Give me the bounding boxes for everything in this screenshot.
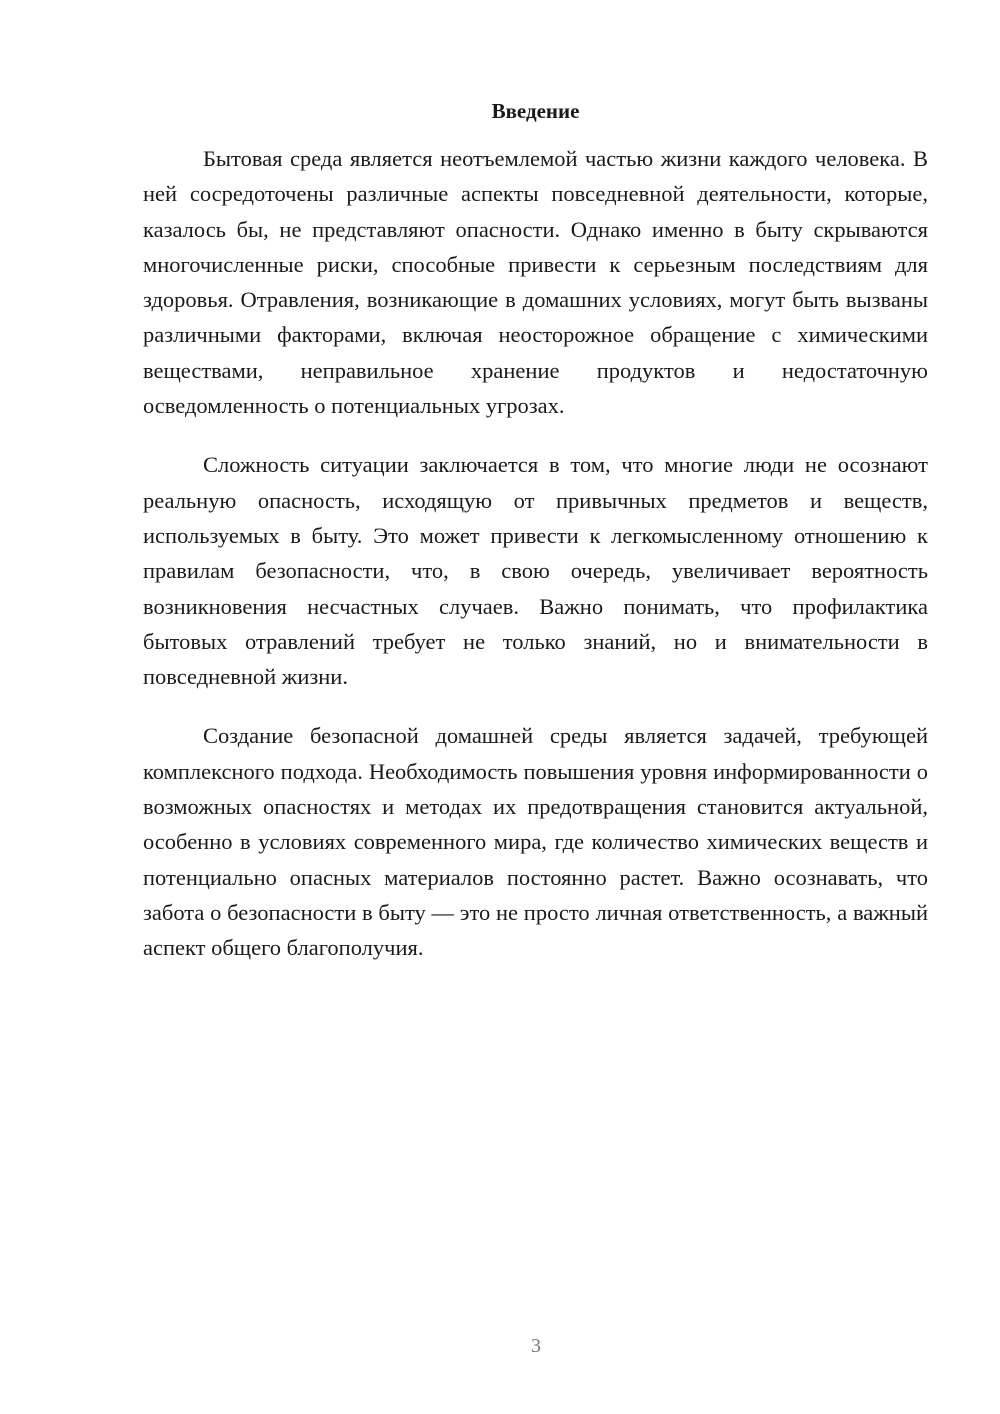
- paragraph-1: Бытовая среда является неотъемлемой частью жизни каждого человека. В ней сосредоточены различные аспекты повседневной деятельности, которые, казалось бы, не представляют опасности. Однако именно в быту скрываются многочисленные риски, способные привести к серьезным последствиям для здоровья. Отравления, возникающие в домашних условиях, могут быть вызваны различными факторами, включая неосторожное обращение с химическими веществами, неправильное хранение продуктов и недостаточную осведомленность о потенциальных угрозах.: [143, 146, 928, 419]
- section-heading: Введение: [491, 99, 580, 123]
- paragraph-3: Создание безопасной домашней среды является задачей, требующей комплексного подхода. Необходимость повышения уровня информированности о возможных опасностях и методах их предотвращения становится актуальной, особенно в условиях современного мира, где количество химических веществ и потенциально опасных материалов постоянно растет. Важно осознавать, что забота о безопасности в быту — это не просто личная ответственность, а важный аспект общего благополучия.: [143, 723, 928, 961]
- paragraph-2: Сложность ситуации заключается в том, что многие люди не осознают реальную опасность, исходящую от привычных предметов и веществ, используемых в быту. Это может привести к легкомысленному отношению к правилам безопасности, что, в свою очередь, увеличивает вероятность возникновения несчастных случаев. Важно понимать, что профилактика бытовых отравлений требует не только знаний, но и внимательности в повседневной жизни.: [143, 452, 928, 690]
- page-number: 3: [531, 1335, 541, 1357]
- body-text: [143, 141, 928, 990]
